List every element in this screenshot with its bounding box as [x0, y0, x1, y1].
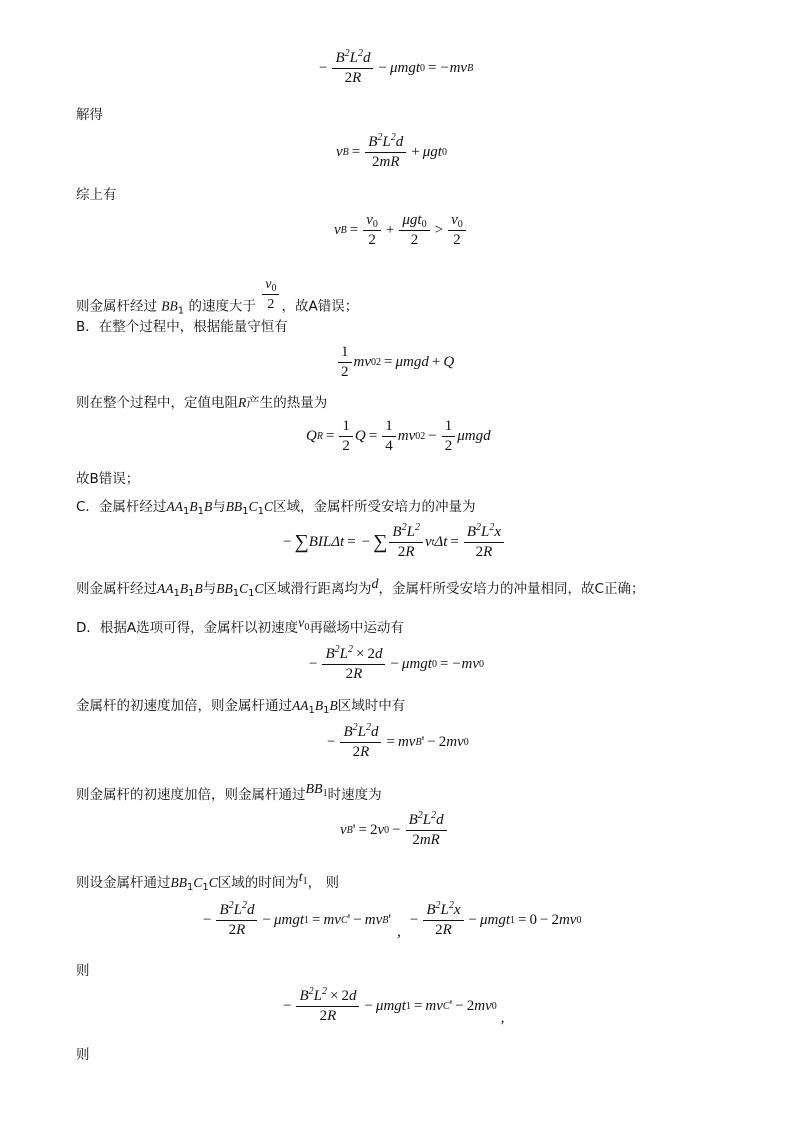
- equation-5: Q R = $\frac{1}{2}$ Q = $\frac{1}{4}$ mv 0 2 − $\frac{1}{2}$ μmgd: [306, 418, 491, 454]
- line-d3-pre: 则金属杆的初速度加倍，则金属杆通过: [76, 787, 306, 803]
- line-d4-r: BB: [170, 875, 187, 890]
- line-c1: C．金属杆经过$AA_1B_1B$与$BB_1C_1C$区域，金属杆所受安培力的冲量为: [76, 499, 476, 517]
- line-d2-pre: 金属杆的初速度加倍，则金属杆通过: [76, 698, 292, 714]
- text-ze-2: 则: [76, 1047, 90, 1063]
- line-c2-r2: BB: [216, 581, 233, 596]
- line-c2: 则金属杆经过$AA_1B_1B$与$BB_1C_1C$区域滑行距离均为d，金属杆所受安培力的冲量相同，故C正确；: [76, 577, 645, 599]
- line-c1-post: 区域，金属杆所受安培力的冲量为: [272, 499, 476, 515]
- line-d1: D．根据A选项可得，金属杆以初速度$v_0$再磁场中运动有: [76, 616, 404, 636]
- line-d2: 金属杆的初速度加倍，则金属杆通过$AA_1B_1B$区域时中有: [76, 698, 406, 716]
- equation-7: − $\frac{B^2L^2 \times 2d}{2R}$ − μmgt 0 = −mv 0: [309, 644, 485, 682]
- equation-1: − $\frac{B^2L^2d}{2R}$ − μmgt 0 = −mv B: [319, 48, 474, 86]
- text-jiede: 解得: [76, 107, 103, 123]
- line-d2-post: 区域时中有: [337, 698, 406, 714]
- line-b1: B．在整个过程中，根据能量守恒有: [76, 319, 288, 335]
- line-d3: 则金属杆的初速度加倍，则金属杆通过$BB_1$时速度为: [76, 782, 382, 803]
- equation-2: v B = $\frac{B^2L^2d}{2mR}$ + μgt 0: [336, 132, 447, 170]
- line-d2-r: AA: [292, 698, 309, 713]
- line-d1-pre: D．根据A选项可得，金属杆以初速度: [76, 620, 299, 636]
- line-c2-and: 与: [202, 581, 217, 597]
- line-b2-r: R: [238, 395, 247, 410]
- line-c1-pre: C．金属杆经过: [76, 499, 167, 515]
- line-a-mid: 的速度大于: [188, 298, 256, 315]
- line-d1-post: 再磁场中运动有: [309, 620, 404, 636]
- line-a-post: ，故A错误；: [281, 298, 359, 315]
- equation-3: v B = $\frac{v_0}{2}$ + $\frac{\mu gt_0}{2}$ > $\frac{v_0}{2}$: [334, 212, 468, 249]
- line-d4-pre: 则设金属杆通过: [76, 875, 171, 891]
- line-b2-post: 产生的热量为: [246, 395, 328, 411]
- line-d3-post: 时速度为: [327, 787, 382, 803]
- line-c2-post: ，金属杆所受安培力的冲量相同，故C正确；: [378, 581, 645, 597]
- equation-10: − $\frac{B^2L^2d}{2R}$ − μmgt 1 = mv C ' − mv B ' , − $\frac{B^2L^2x}{2R}$ − μmgt 1 = 0 − 2 mv 0: [203, 900, 582, 940]
- equation-6: − ∑ BILΔt = − ∑ $\frac{B^2L^2}{2R}$ v t Δt = $\frac{B^2L^2x}{2R}$: [280, 524, 506, 561]
- line-d4-post: ， 则: [307, 875, 339, 891]
- line-c2-pre: 则金属杆经过: [76, 581, 157, 597]
- line-c2-mid: 区域滑行距离均为: [263, 581, 372, 597]
- line-b2-pre: 则在整个过程中，定值电阻: [76, 395, 238, 411]
- line-b2: [76, 394, 327, 412]
- equation-9: v B ' = 2 v 0 − $\frac{B^2L^2d}{2mR}$: [340, 812, 449, 849]
- line-b3: 故B错误；: [76, 471, 140, 487]
- line-c1-r1: AA: [166, 499, 183, 514]
- line-a: 则金属杆经过 $BB_1$ 的速度大于 $\frac{v_0}{2}$ ，故A错误；: [76, 277, 359, 317]
- line-d4: 则设金属杆通过$BB_1C_1C$区域的时间为$t_1$， 则: [76, 870, 339, 893]
- line-c2-r1: AA: [157, 581, 174, 596]
- line-c1-r2: BB: [225, 499, 243, 514]
- equation-4: $\frac{1}{2}$ mv 0 2 = μmgd + Q: [336, 344, 454, 381]
- line-d4-mid: 区域的时间为: [217, 875, 299, 891]
- equation-8: − $\frac{B^2L^2d}{2R}$ = mv B ' − 2 mv 0: [327, 722, 469, 760]
- line-a-pre: 则金属杆经过: [76, 298, 157, 315]
- equation-11: − $\frac{B^2L^2 \times 2d}{2R}$ − μmgt 1 = mv C ' − 2 mv 0 ,: [283, 986, 505, 1026]
- text-zongshang: 综上有: [76, 187, 117, 203]
- line-c1-and: 与: [212, 499, 226, 515]
- text-ze-1: 则: [76, 963, 90, 979]
- line-a-bb1: BB: [161, 298, 178, 314]
